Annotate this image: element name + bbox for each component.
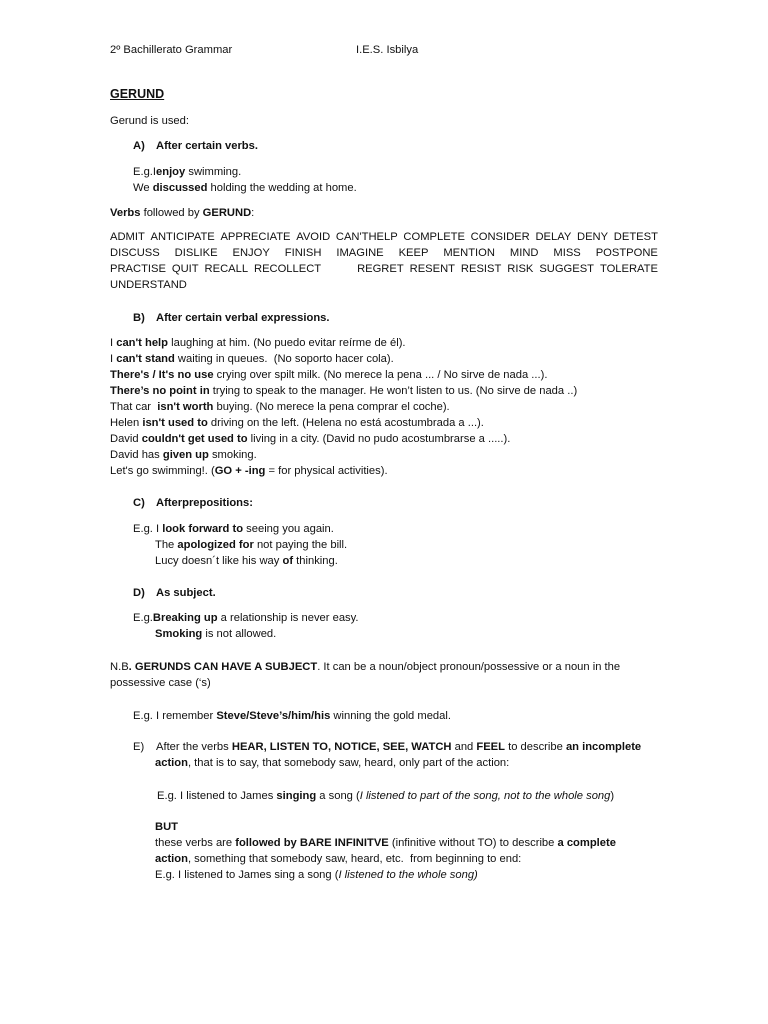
verb-item: CONSIDER [470, 231, 530, 243]
text: trying to speak to the manager. He won’t listen to us. (No sirve de nada ..) [209, 385, 578, 397]
section-a-example-1 [133, 165, 241, 179]
text: David has [110, 449, 163, 461]
section-c-label: C) [133, 497, 145, 509]
text: ) [610, 790, 615, 802]
section-c-title: Afterprepositions: [156, 497, 253, 509]
bold-text: an incomplete [565, 741, 642, 753]
text: I [110, 353, 117, 365]
bold-text: action [155, 853, 188, 865]
intro-text: Gerund is used: [110, 115, 189, 127]
text: laughing at him. (No puedo evitar reírme de él). [168, 337, 406, 349]
verbs-row-3 [110, 262, 658, 276]
section-e-label: E) [133, 741, 145, 753]
text: , that is to say, that somebody saw, heard, only part of the action: [187, 757, 510, 769]
bold-text: action [155, 757, 188, 769]
bold-text: There's / It's no use [110, 369, 214, 381]
text: living in a city. (David no pudo acostumbrarse a .....). [247, 433, 511, 445]
bold-text: look forward to [162, 523, 244, 535]
verb-item: PRACTISE [110, 263, 166, 275]
section-b-title: After certain verbal expressions. [156, 312, 330, 324]
bold-text: followed by BARE INFINITVE [235, 837, 389, 849]
section-c-heading [133, 496, 253, 510]
verb-item: MIND [509, 247, 539, 259]
bold-text: FEEL [476, 741, 505, 753]
text: these verbs are [155, 837, 236, 849]
bold-text: isn't worth [157, 401, 214, 413]
text: a relationship is never easy. [217, 612, 359, 624]
section-b-line-5 [110, 400, 450, 414]
verb-item: ADMIT [110, 231, 145, 243]
section-b-heading [133, 311, 329, 325]
section-b-line-3 [110, 368, 547, 382]
text: E.g. I listened to James [157, 790, 277, 802]
text: is not allowed. [202, 628, 277, 640]
section-c-line-2 [155, 538, 347, 552]
text: to describe [504, 741, 566, 753]
section-e-example-2 [155, 868, 478, 882]
bold-text: Steve/Steve’s/him/his [216, 710, 331, 722]
section-e-line-3 [155, 836, 616, 850]
verb-item: RISK [507, 263, 534, 275]
verb-item: APPRECIATE [220, 231, 291, 243]
bold-text: can't help [116, 337, 168, 349]
text: and [451, 741, 477, 753]
verb-item: IMAGINE [336, 247, 384, 259]
section-b-line-2 [110, 352, 394, 366]
bold-text: GO + -ing [214, 465, 266, 477]
section-e-but: BUT [155, 821, 178, 833]
text: That car [110, 401, 158, 413]
section-d-heading [133, 586, 216, 600]
text: a song ( [316, 790, 360, 802]
bold-text: Verbs [110, 207, 141, 219]
bold-text: HEAR, LISTEN TO, NOTICE, SEE, WATCH [231, 741, 452, 753]
text: , something that somebody saw, heard, etc. from beginning to end: [187, 853, 522, 865]
text: E.g. [133, 612, 153, 624]
text: David [110, 433, 142, 445]
section-d-line-1 [133, 611, 359, 625]
text: = for physical activities). [265, 465, 388, 477]
verb-item: QUIT [171, 263, 199, 275]
header-right: I.E.S. Isbilya [356, 44, 419, 56]
section-c-line-1 [133, 522, 334, 536]
text: waiting in queues. (No soporto hacer cola). [174, 353, 394, 365]
section-b-line-8 [110, 448, 257, 462]
bold-text: can't stand [116, 353, 175, 365]
verb-item: DENY [577, 231, 609, 243]
text: not paying the bill. [253, 539, 348, 551]
text: seeing you again. [243, 523, 334, 535]
section-a-title: After certain verbs. [156, 140, 258, 152]
text: buying. (No merece la pena comprar el coche). [213, 401, 450, 413]
text: E.g. I remember [133, 710, 217, 722]
bold-text: There’s no point in [110, 385, 210, 397]
verb-item: SUGGEST [539, 263, 595, 275]
text: Lucy doesn´t like his way [155, 555, 283, 567]
section-a-example-2 [133, 181, 357, 195]
verb-item: REGRET [357, 263, 404, 275]
verb-item: TOLERATE [599, 263, 658, 275]
bold-text: a complete [557, 837, 616, 849]
section-e-line-4 [155, 852, 521, 866]
bold-text: given up [162, 449, 209, 461]
text: E.g. I [133, 523, 163, 535]
section-e-example-1 [157, 789, 614, 803]
text: N.B [110, 661, 129, 673]
text: We [133, 182, 153, 194]
text: smoking. [208, 449, 257, 461]
section-d-line-2 [155, 627, 276, 641]
verb-item: RECOLLECT [253, 263, 322, 275]
verb-item: KEEP [398, 247, 429, 259]
nb-example [133, 709, 451, 723]
header-left: 2º Bachillerato Grammar [110, 44, 233, 56]
verb-item: COMPLETE [403, 231, 465, 243]
text: thinking. [293, 555, 338, 567]
section-b-line-4 [110, 384, 577, 398]
verb-item: FINISH [284, 247, 322, 259]
text: crying over spilt milk. (No merece la pena ... / No sirve de nada ...). [213, 369, 548, 381]
text: winning the gold medal. [330, 710, 451, 722]
bold-text: singing [276, 790, 317, 802]
text: Helen [110, 417, 143, 429]
nb-line-2: possessive case (‘s) [110, 677, 211, 689]
verb-item: CAN'THELP [335, 231, 398, 243]
text: (infinitive without TO) to describe [388, 837, 558, 849]
verb-item: RECALL [204, 263, 249, 275]
text: E.g. I listened to James sing a song ( [155, 869, 339, 881]
text: . It can be a noun/object pronoun/possessive or a noun in the [317, 661, 621, 673]
text: followed by [140, 207, 203, 219]
verb-item: ANTICIPATE [150, 231, 215, 243]
verb-item: DISLIKE [174, 247, 218, 259]
text: After the verbs [156, 741, 232, 753]
text: holding the wedding at home. [207, 182, 357, 194]
bold-text: discussed [152, 182, 208, 194]
section-b-label: B) [133, 312, 145, 324]
verbs-row-1 [110, 230, 658, 244]
bold-text: GERUND [202, 207, 252, 219]
text: Let's go swimming!. ( [110, 465, 215, 477]
section-a-heading [133, 139, 258, 153]
bold-text: couldn't get used to [141, 433, 248, 445]
bold-text: isn't used to [142, 417, 208, 429]
section-b-line-6 [110, 416, 484, 430]
section-a-label: A) [133, 140, 145, 152]
section-b-line-9 [110, 464, 388, 478]
verb-item: RESIST [460, 263, 502, 275]
section-c-line-3 [155, 554, 338, 568]
bold-text: Smoking [155, 628, 203, 640]
verb-item: MISS [553, 247, 581, 259]
text: swimming. [185, 166, 242, 178]
italic-text: I listened to the whole song) [338, 869, 478, 881]
verbs-row-4: UNDERSTAND [110, 279, 187, 291]
section-b-line-7 [110, 432, 510, 446]
section-d-title: As subject. [156, 587, 216, 599]
bold-text: enjoy [156, 166, 186, 178]
section-b-line-1 [110, 336, 406, 350]
bold-text: Breaking up [152, 612, 218, 624]
italic-text: I listened to part of the song, not to the whole song [359, 790, 611, 802]
verbs-row-2 [110, 246, 658, 260]
verb-item: MENTION [443, 247, 495, 259]
nb-line-1 [110, 660, 620, 674]
section-e-line-1 [133, 740, 641, 754]
text: The [155, 539, 178, 551]
text: I [110, 337, 117, 349]
bold-text: apologized for [177, 539, 254, 551]
verb-item: DISCUSS [110, 247, 160, 259]
page-title: GERUND [110, 87, 165, 101]
verb-item: POSTPONE [595, 247, 658, 259]
verb-item: DETEST [613, 231, 658, 243]
section-d-label: D) [133, 587, 145, 599]
section-e-line-2 [155, 756, 509, 770]
verb-item: ENJOY [232, 247, 270, 259]
verb-item: DELAY [535, 231, 572, 243]
text: driving on the left. (Helena no está acostumbrada a ...). [207, 417, 484, 429]
text: : [251, 207, 255, 219]
bold-text: of [282, 555, 294, 567]
verb-item: RESENT [409, 263, 455, 275]
verb-item: AVOID [296, 231, 331, 243]
text: E.g.I [133, 166, 157, 178]
bold-text: . GERUNDS CAN HAVE A SUBJECT [128, 661, 318, 673]
verbs-heading [110, 206, 254, 220]
